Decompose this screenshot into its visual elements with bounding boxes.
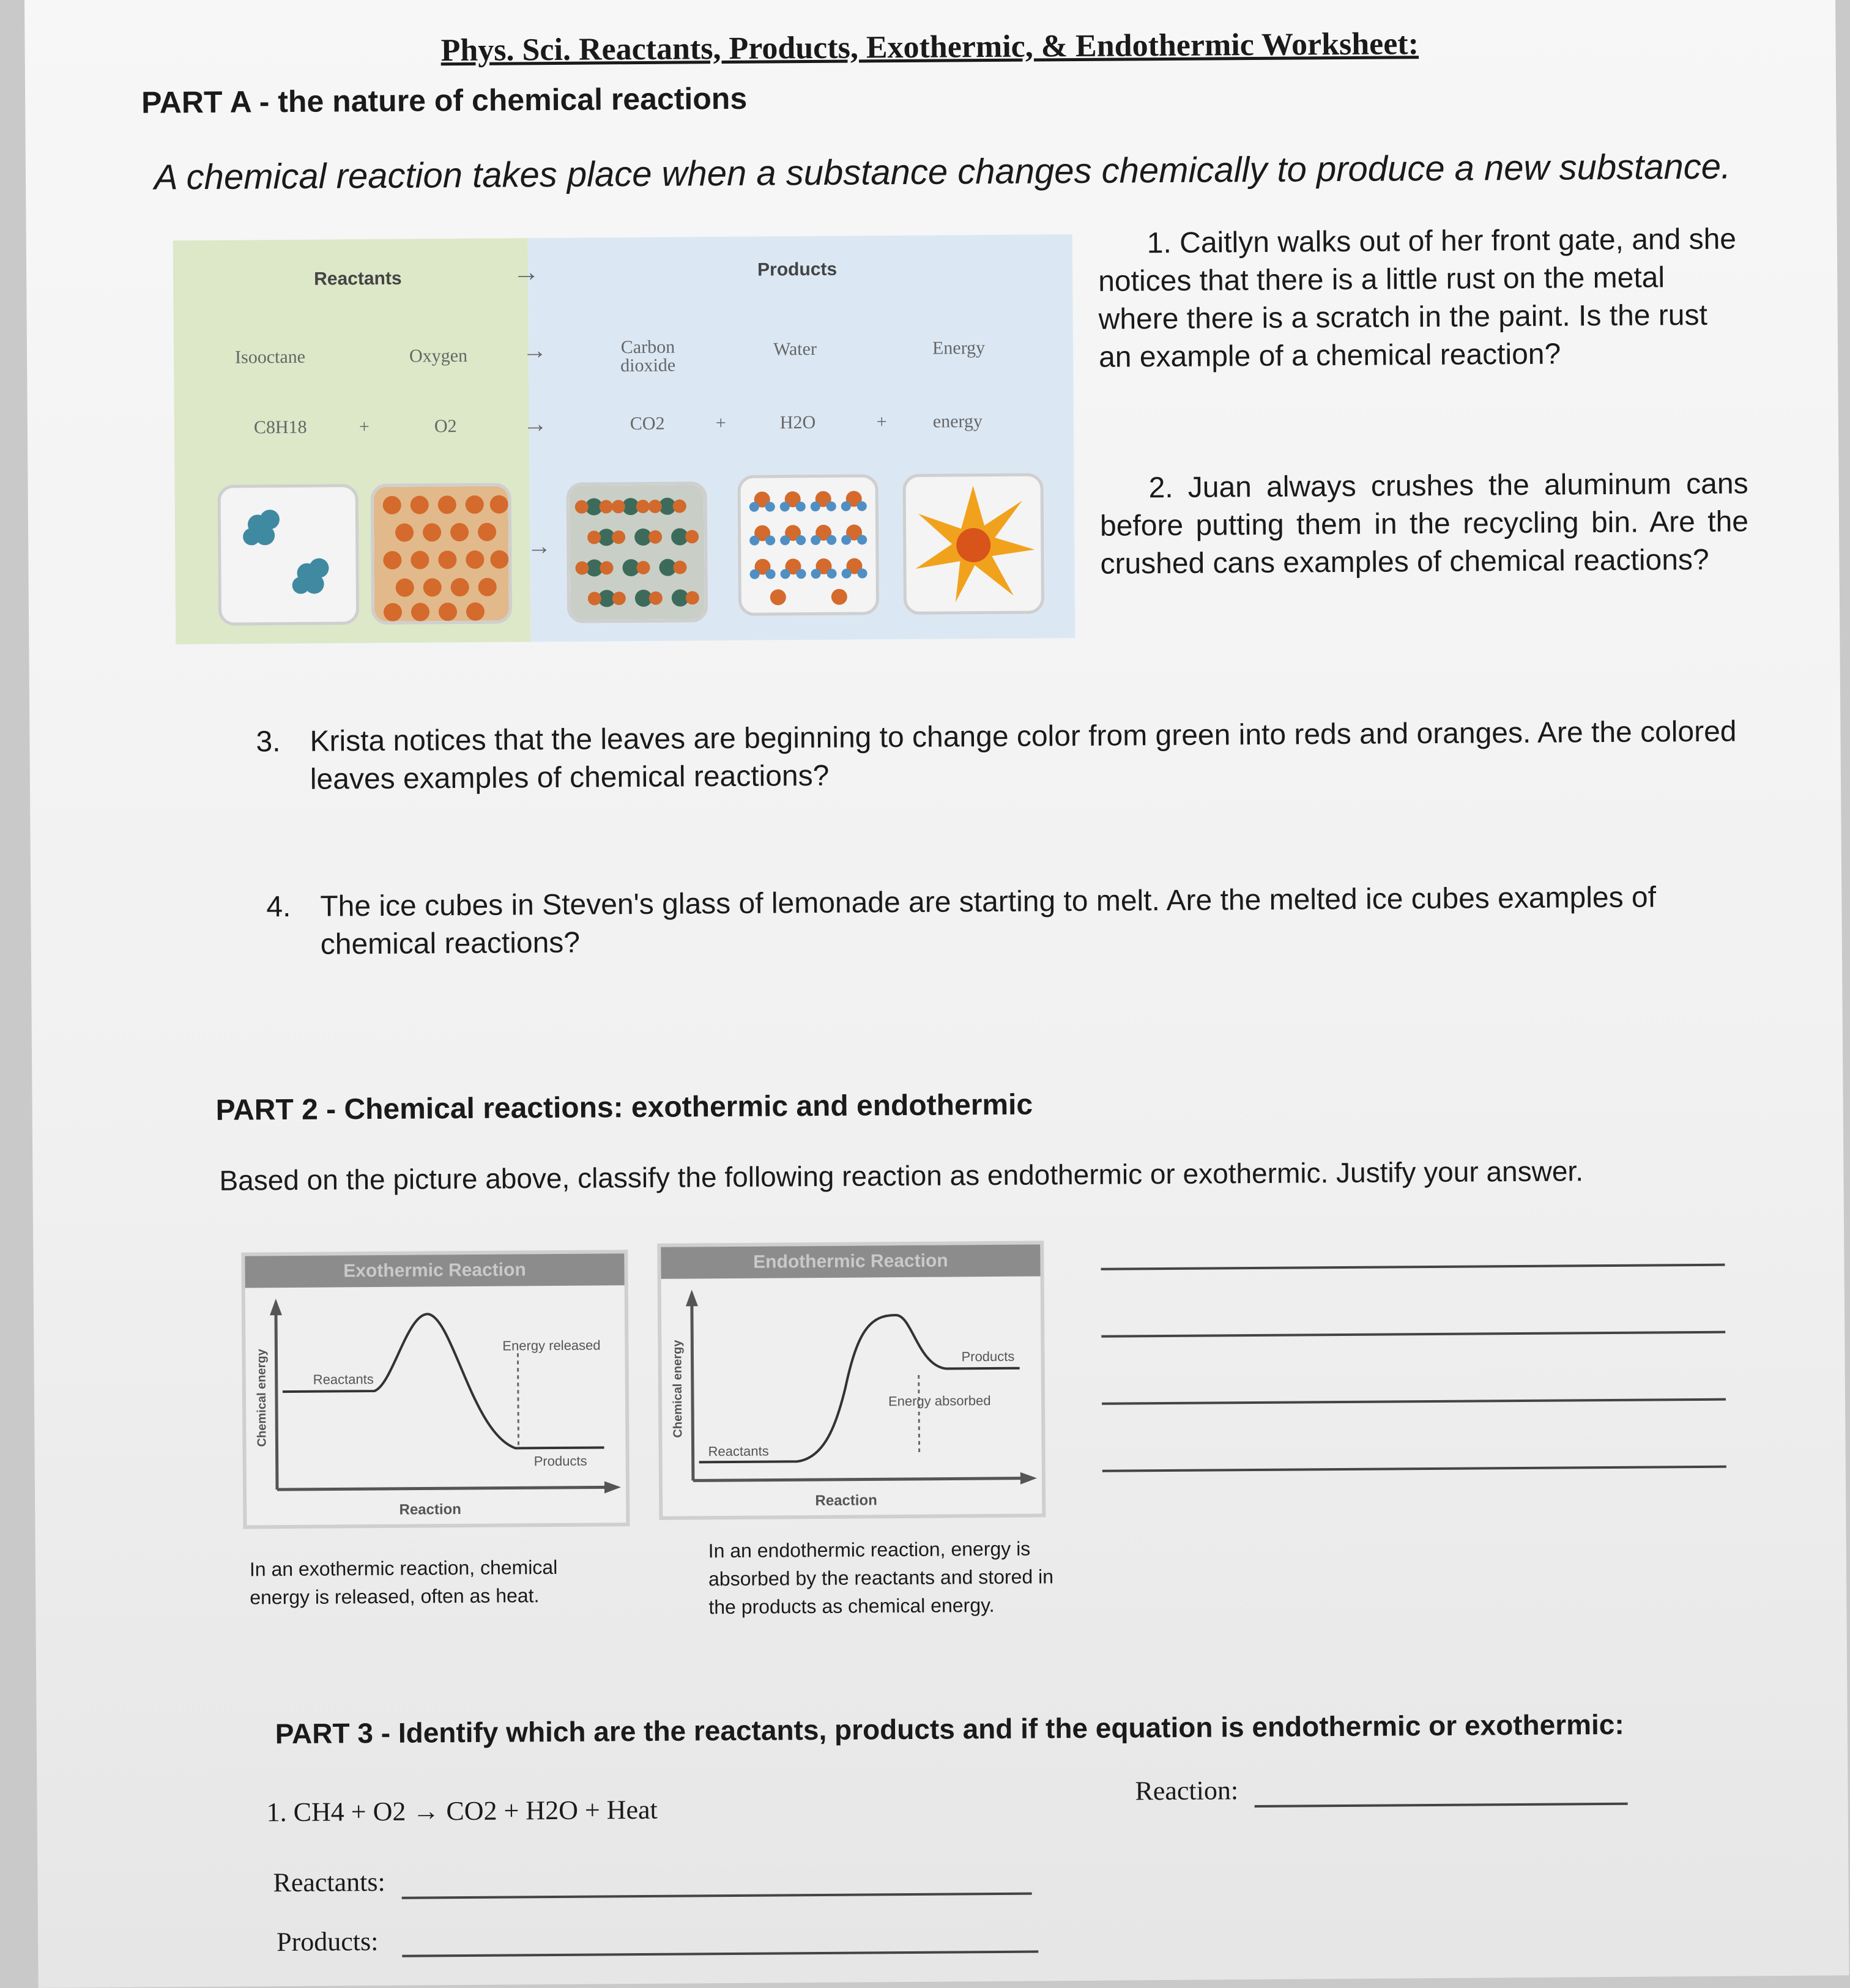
label-isooctane: Isooctane bbox=[234, 346, 306, 368]
question-2 bbox=[1099, 465, 1748, 583]
answer-line[interactable] bbox=[1102, 1466, 1726, 1472]
question-4 bbox=[266, 878, 1747, 964]
part-a-heading: PART A - the nature of chemical reactions bbox=[141, 81, 748, 120]
formula-energy: energy bbox=[932, 411, 983, 432]
formula-oxygen: O2 bbox=[434, 416, 457, 437]
reaction-equation: 1. CH4 + O2 → CO2 + H2O + Heat bbox=[266, 1794, 658, 1828]
reaction-label: Reaction: bbox=[1135, 1775, 1239, 1806]
water-molecule-icon bbox=[740, 477, 876, 613]
isooctane-molecule-tile bbox=[218, 484, 360, 626]
question-3 bbox=[256, 713, 1749, 799]
endothermic-graph bbox=[657, 1241, 1046, 1519]
energy-tile bbox=[902, 473, 1044, 615]
question-1 bbox=[1098, 220, 1748, 376]
exo-y-axis-label: Chemical energy bbox=[254, 1349, 269, 1447]
oxygen-molecule-tile bbox=[371, 483, 513, 625]
part-2-instruction: Based on the picture above, classify the following reaction as endothermic or exothermic. Justify your answer. bbox=[219, 1155, 1584, 1196]
arrow-icon: → bbox=[527, 532, 552, 560]
question-number: 2. bbox=[1148, 471, 1173, 505]
arrow-icon: → bbox=[522, 410, 548, 438]
combustion-diagram bbox=[173, 234, 1075, 644]
question-text: The ice cubes in Steven's glass of lemonade are starting to melt. Are the melted ice cubes examples of chemical reactions? bbox=[320, 881, 1657, 961]
worksheet-page bbox=[24, 0, 1849, 1988]
exo-products-label: Products bbox=[533, 1453, 587, 1469]
plus-sign: + bbox=[358, 417, 370, 437]
products-answer-line[interactable] bbox=[402, 1951, 1038, 1957]
products-header: Products bbox=[757, 259, 838, 280]
co2-molecule-tile bbox=[567, 481, 708, 623]
endo-energy-absorbed-label: Energy absorbed bbox=[888, 1393, 991, 1409]
exo-energy-released-label: Energy released bbox=[502, 1337, 601, 1354]
exothermic-energy-curve bbox=[245, 1285, 626, 1525]
formula-co2: CO2 bbox=[630, 413, 665, 434]
part-2-heading: PART 2 - Chemical reactions: exothermic and endothermic bbox=[215, 1088, 1033, 1127]
label-carbon-dioxide: Carbon dioxide bbox=[620, 336, 676, 376]
endo-reactants-label: Reactants bbox=[708, 1443, 769, 1459]
endothermic-energy-curve bbox=[661, 1276, 1042, 1516]
reactants-answer-line[interactable] bbox=[402, 1893, 1032, 1899]
exo-x-axis-label: Reaction bbox=[399, 1501, 462, 1518]
formula-water: H2O bbox=[779, 412, 816, 433]
oxygen-molecule-icon bbox=[374, 486, 510, 622]
endo-products-label: Products bbox=[961, 1348, 1015, 1365]
question-text: Juan always crushes the aluminum cans before putting them in the recycling bin. Are the crushed cans examples of chemical reactions? bbox=[1099, 467, 1749, 580]
arrow-icon: → bbox=[522, 336, 548, 365]
formula-isooctane: C8H18 bbox=[253, 417, 307, 438]
exothermic-graph bbox=[241, 1250, 630, 1529]
endothermic-graph-title: Endothermic Reaction bbox=[661, 1244, 1040, 1278]
worksheet-title: Phys. Sci. Reactants, Products, Exothermic, & Endothermic Worksheet: bbox=[440, 26, 1419, 69]
isooctane-molecule-icon bbox=[221, 487, 357, 623]
water-molecule-tile bbox=[737, 474, 879, 616]
part-3-heading: PART 3 - Identify which are the reactants, products and if the equation is endothermic or exothermic: bbox=[275, 1708, 1624, 1750]
endo-x-axis-label: Reaction bbox=[815, 1492, 877, 1510]
answer-line[interactable] bbox=[1101, 1331, 1725, 1338]
question-number: 4. bbox=[266, 890, 291, 924]
question-number: 3. bbox=[256, 725, 281, 758]
answer-line[interactable] bbox=[1101, 1264, 1725, 1270]
label-water: Water bbox=[773, 338, 817, 360]
energy-burst-icon bbox=[905, 476, 1041, 612]
intro-sentence: A chemical reaction takes place when a substance changes chemically to produce a new substance. bbox=[154, 146, 1731, 198]
co2-molecule-icon bbox=[570, 484, 705, 620]
question-text: Caitlyn walks out of her front gate, and she notices that there is a little rust on the metal where there is a scratch in the paint. Is the rust an example of a chemical reaction? bbox=[1098, 223, 1737, 374]
reactants-header: Reactants bbox=[314, 268, 402, 289]
label-oxygen: Oxygen bbox=[409, 345, 468, 366]
products-label: Products: bbox=[277, 1926, 379, 1957]
question-number: 1. bbox=[1146, 226, 1172, 260]
plus-sign: + bbox=[876, 412, 887, 432]
exo-reactants-label: Reactants bbox=[313, 1371, 374, 1387]
endothermic-caption: In an endothermic reaction, energy is absorbed by the reactants and stored in the products as chemical energy. bbox=[708, 1537, 1054, 1619]
label-energy: Energy bbox=[932, 338, 986, 358]
exothermic-caption: In an exothermic reaction, chemical energy is released, often as heat. bbox=[249, 1556, 558, 1609]
plus-sign: + bbox=[715, 413, 726, 434]
exothermic-graph-title: Exothermic Reaction bbox=[245, 1253, 624, 1288]
reaction-answer-line[interactable] bbox=[1255, 1803, 1628, 1808]
reactants-label: Reactants: bbox=[273, 1866, 385, 1898]
arrow-icon: → bbox=[512, 257, 540, 287]
endo-y-axis-label: Chemical energy bbox=[671, 1340, 685, 1438]
answer-line[interactable] bbox=[1102, 1398, 1726, 1405]
question-text: Krista notices that the leaves are beginning to change color from green into reds and oranges. Are the colored leaves examples of chemical reactions? bbox=[310, 715, 1737, 796]
